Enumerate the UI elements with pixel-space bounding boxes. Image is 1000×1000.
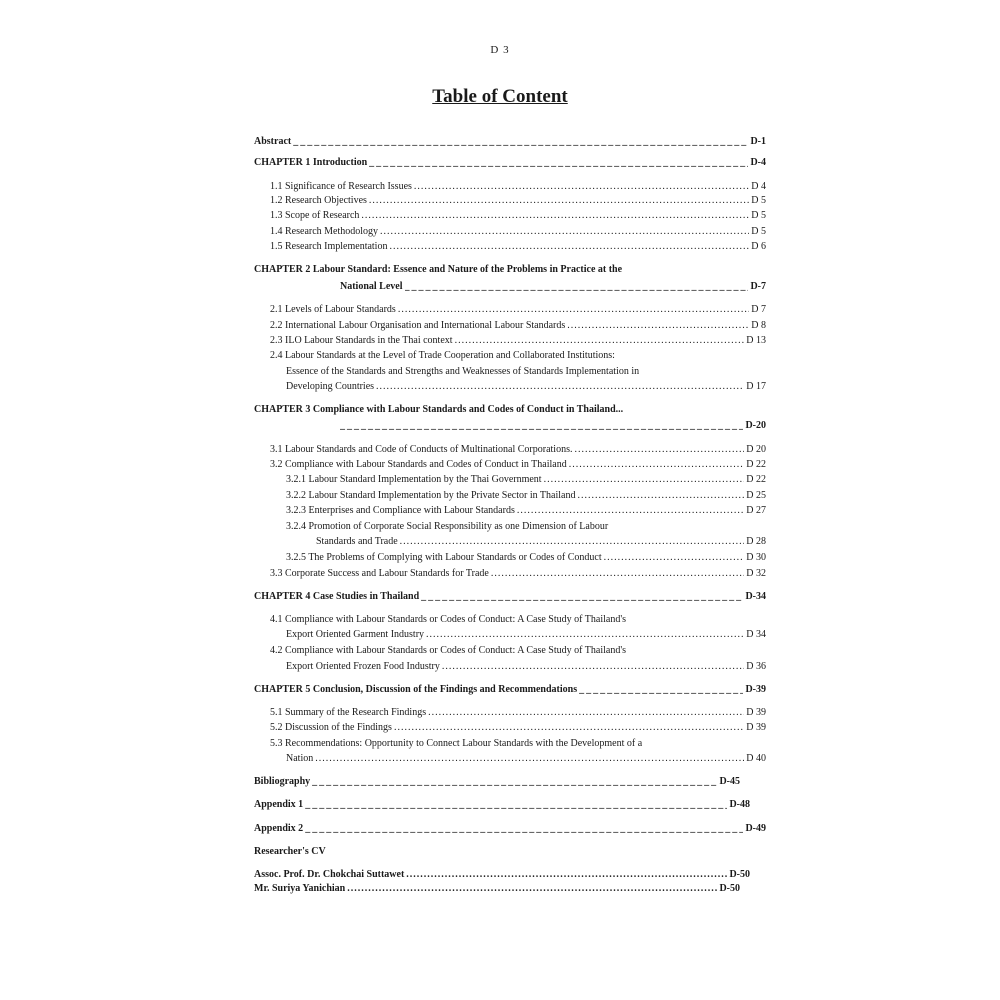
toc-entry-bibliography bbox=[254, 776, 740, 788]
toc-entry-3-2 bbox=[270, 459, 766, 471]
page-title: Table of Content bbox=[432, 86, 568, 107]
toc-entry-1-4 bbox=[270, 226, 766, 238]
toc-label: 1.2 Research Objectives bbox=[270, 195, 367, 206]
toc-entry-chapter-5 bbox=[254, 684, 766, 696]
toc-entry-3-2-4 bbox=[316, 536, 766, 548]
toc-page: D 39 bbox=[746, 707, 766, 718]
toc-entry-5-1 bbox=[270, 707, 766, 719]
toc-entry-2-4 bbox=[286, 381, 766, 393]
toc-entry-3-2-2 bbox=[286, 490, 766, 502]
toc-page: D-4 bbox=[750, 157, 766, 168]
toc-entry-4-1 bbox=[286, 629, 766, 641]
toc-label: 5.2 Discussion of the Findings bbox=[270, 722, 392, 733]
toc-entry-4-2 bbox=[286, 661, 766, 673]
toc-label: 5.1 Summary of the Research Findings bbox=[270, 707, 427, 718]
toc-entry-2-1 bbox=[270, 304, 766, 316]
toc-page: D 27 bbox=[746, 505, 766, 516]
toc-label: CHAPTER 1 Introduction bbox=[254, 157, 368, 168]
toc-entry-4-2-line1: 4.2 Compliance with Labour Standards or Codes of Conduct: A Case Study of Thailand's bbox=[270, 645, 627, 656]
toc-page: D 7 bbox=[751, 304, 766, 315]
toc-label: CHAPTER 5 Conclusion, Discussion of the Findings and Recommendations bbox=[254, 684, 578, 695]
toc-page: D-34 bbox=[745, 591, 766, 602]
toc-page: D 4 bbox=[751, 181, 766, 192]
toc-label: 1.4 Research Methodology bbox=[270, 226, 379, 237]
toc-label: Bibliography bbox=[254, 776, 311, 787]
toc-entry-3-3 bbox=[270, 568, 766, 580]
toc-label: 3.1 Labour Standards and Code of Conducts of Multinational Corporations. bbox=[270, 444, 573, 455]
toc-label: CHAPTER 4 Case Studies in Thailand bbox=[254, 591, 420, 602]
toc-entry-2-4-line1: 2.4 Labour Standards at the Level of Trade Cooperation and Collaborated Institutions: bbox=[270, 350, 615, 361]
toc-entry-1-2 bbox=[270, 195, 766, 207]
toc-page: D 5 bbox=[751, 195, 766, 206]
toc-label: Developing Countries bbox=[286, 381, 375, 392]
toc-label: Appendix 2 bbox=[254, 823, 304, 834]
toc-label: 3.2 Compliance with Labour Standards and Codes of Conduct in Thailand bbox=[270, 459, 567, 470]
toc-label: 1.3 Scope of Research bbox=[270, 210, 360, 221]
toc-label: 3.2.1 Labour Standard Implementation by the Thai Government bbox=[286, 474, 542, 485]
toc-page: D 36 bbox=[746, 661, 766, 672]
toc-label: 3.2.5 The Problems of Complying with Labour Standards or Codes of Conduct bbox=[286, 552, 602, 563]
toc-page: D-45 bbox=[719, 776, 740, 787]
toc-entry-chapter-2 bbox=[340, 281, 766, 293]
toc-page: D 40 bbox=[746, 753, 766, 764]
toc-label: 1.1 Significance of Research Issues bbox=[270, 181, 412, 192]
toc-entry-4-1-line1: 4.1 Compliance with Labour Standards or Codes of Conduct: A Case Study of Thailand's bbox=[270, 614, 627, 625]
toc-label: 3.2.2 Labour Standard Implementation by the Private Sector in Thailand bbox=[286, 490, 576, 501]
toc-label: Mr. Suriya Yanichian bbox=[254, 883, 346, 894]
toc-researchers-cv-heading: Researcher's CV bbox=[254, 846, 326, 857]
toc-label: National Level bbox=[340, 281, 403, 292]
toc-page: D 5 bbox=[751, 210, 766, 221]
toc-page: D 13 bbox=[746, 335, 766, 346]
toc-label: 2.2 International Labour Organisation and International Labour Standards bbox=[270, 320, 566, 331]
toc-page: D 22 bbox=[746, 459, 766, 470]
toc-entry-researcher-2 bbox=[254, 883, 740, 895]
toc-label: Export Oriented Garment Industry bbox=[286, 629, 425, 640]
toc-page: D 30 bbox=[746, 552, 766, 563]
toc-entry-appendix-1 bbox=[254, 799, 750, 811]
toc-page: D-50 bbox=[719, 883, 740, 894]
toc-page: D 25 bbox=[746, 490, 766, 501]
toc-entry-1-5 bbox=[270, 241, 766, 253]
toc-page: D-49 bbox=[745, 823, 766, 834]
toc-entry-abstract bbox=[254, 136, 766, 148]
toc-page: D-39 bbox=[745, 684, 766, 695]
toc-page: D-20 bbox=[745, 420, 766, 431]
toc-entry-appendix-2 bbox=[254, 823, 766, 835]
toc-page: D 5 bbox=[751, 226, 766, 237]
toc-label: Standards and Trade bbox=[316, 536, 398, 547]
toc-entry-chapter-1 bbox=[254, 157, 766, 169]
toc-entry-5-2 bbox=[270, 722, 766, 734]
toc-chapter-2-heading: CHAPTER 2 Labour Standard: Essence and Nature of the Problems in Practice at the bbox=[254, 264, 623, 275]
toc-entry-chapter-3 bbox=[340, 420, 766, 432]
toc-label: Assoc. Prof. Dr. Chokchai Suttawet bbox=[254, 869, 405, 880]
toc-page: D 28 bbox=[746, 536, 766, 547]
page-number: D 3 bbox=[490, 44, 510, 56]
toc-label: 1.5 Research Implementation bbox=[270, 241, 388, 252]
toc-page: D 32 bbox=[746, 568, 766, 579]
toc-page: D-48 bbox=[729, 799, 750, 810]
toc-entry-2-3 bbox=[270, 335, 766, 347]
toc-entry-2-2 bbox=[270, 320, 766, 332]
toc-label: 3.3 Corporate Success and Labour Standards for Trade bbox=[270, 568, 489, 579]
toc-entry-3-2-5 bbox=[286, 552, 766, 564]
toc-page: D 8 bbox=[751, 320, 766, 331]
toc-entry-1-3 bbox=[270, 210, 766, 222]
toc-page: D 22 bbox=[746, 474, 766, 485]
toc-entry-3-2-4-line1: 3.2.4 Promotion of Corporate Social Responsibility as one Dimension of Labour bbox=[286, 521, 609, 532]
toc-entry-3-1 bbox=[270, 444, 766, 456]
toc-page: D 6 bbox=[751, 241, 766, 252]
toc-label: 3.2.3 Enterprises and Compliance with Labour Standards bbox=[286, 505, 515, 516]
table-of-contents bbox=[254, 0, 766, 1000]
toc-entry-5-3-line1: 5.3 Recommendations: Opportunity to Connect Labour Standards with the Development of a bbox=[270, 738, 643, 749]
toc-page: D 34 bbox=[746, 629, 766, 640]
toc-label: Nation bbox=[286, 753, 314, 764]
toc-entry-3-2-3 bbox=[286, 505, 766, 517]
toc-label: Appendix 1 bbox=[254, 799, 304, 810]
toc-page: D 39 bbox=[746, 722, 766, 733]
toc-entry-3-2-1 bbox=[286, 474, 766, 486]
toc-entry-chapter-4 bbox=[254, 591, 766, 603]
toc-chapter-3-heading: CHAPTER 3 Compliance with Labour Standards and Codes of Conduct in Thailand... bbox=[254, 404, 624, 415]
toc-entry-2-4-line2: Essence of the Standards and Strengths and Weaknesses of Standards Implementation in bbox=[286, 366, 640, 377]
toc-entry-researcher-1 bbox=[254, 869, 750, 881]
toc-page: D-7 bbox=[750, 281, 766, 292]
toc-page: D 20 bbox=[746, 444, 766, 455]
toc-entry-5-3 bbox=[286, 753, 766, 765]
toc-page: D-50 bbox=[729, 869, 750, 880]
toc-label: 2.3 ILO Labour Standards in the Thai context bbox=[270, 335, 453, 346]
toc-page: D 17 bbox=[746, 381, 766, 392]
toc-entry-1-1 bbox=[270, 181, 766, 193]
toc-label: Abstract bbox=[254, 136, 292, 147]
toc-label: 2.1 Levels of Labour Standards bbox=[270, 304, 396, 315]
toc-label: Export Oriented Frozen Food Industry bbox=[286, 661, 440, 672]
toc-page: D-1 bbox=[750, 136, 766, 147]
